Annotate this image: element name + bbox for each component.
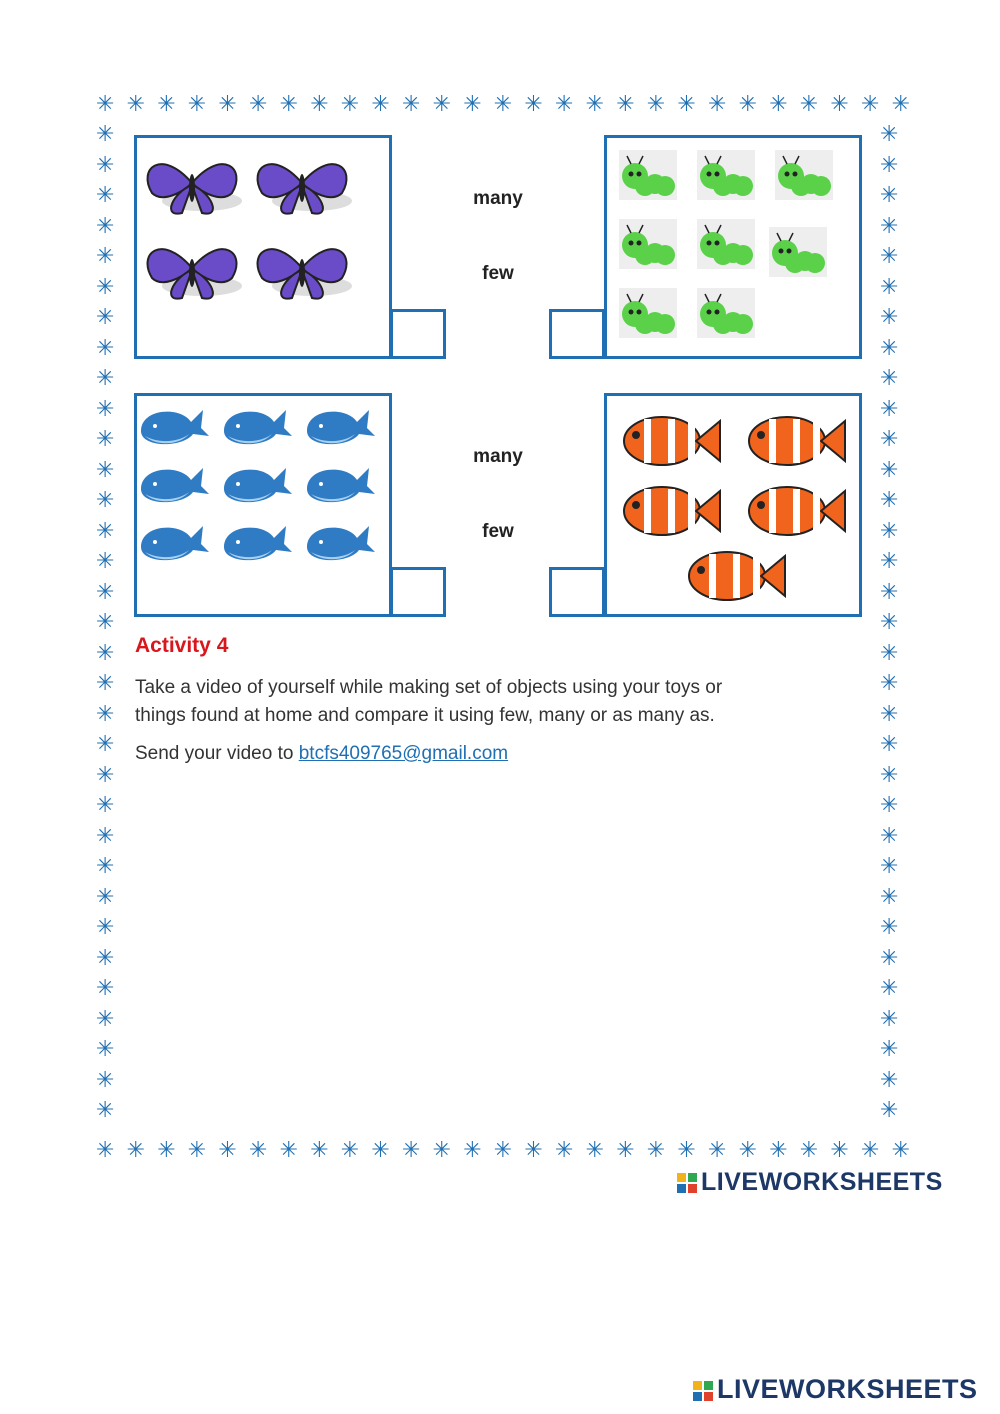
snowflake-icon: ✳: [96, 884, 115, 910]
snowflake-icon: ✳: [880, 457, 899, 483]
clownfish-icon: [624, 417, 720, 465]
snowflake-icon: ✳: [402, 92, 421, 117]
snowflake-icon: ✳: [96, 396, 115, 422]
word-few-2: few: [482, 521, 514, 542]
butterfly-picture-box: [134, 135, 392, 359]
word-many-1: many: [473, 188, 523, 209]
snowflake-icon: ✳: [96, 152, 115, 178]
snowflake-icon: ✳: [880, 122, 899, 147]
snowflake-icon: ✳: [279, 92, 299, 117]
answer-box-whales[interactable]: [390, 567, 446, 617]
snowflake-icon: ✳: [96, 305, 115, 330]
word-few-1: few: [482, 263, 514, 284]
snowflake-icon: ✳: [310, 92, 329, 117]
snowflake-icon: ✳: [96, 945, 115, 971]
liveworksheets-logo-icon: [692, 1380, 714, 1402]
snowflake-icon: ✳: [880, 854, 899, 879]
snowflake-icon: ✳: [96, 854, 115, 879]
whale-icon: [307, 526, 375, 560]
snowflake-icon: ✳: [880, 610, 899, 635]
snowflake-icon: ✳: [880, 305, 899, 330]
snowflake-icon: ✳: [891, 92, 911, 117]
snowflake-icon: ✳: [524, 92, 543, 117]
snowflake-icon: ✳: [585, 92, 605, 117]
snowflake-icon: ✳: [157, 1138, 176, 1163]
caterpillar-icon: [697, 288, 755, 338]
snowflake-icon: ✳: [891, 1138, 911, 1163]
snowflake-icon: ✳: [555, 92, 574, 117]
snowflake-icon: ✳: [585, 1138, 605, 1163]
caterpillar-images: [607, 138, 859, 356]
snowflake-icon: ✳: [493, 1138, 513, 1163]
snowflake-icon: ✳: [96, 915, 115, 940]
snowflake-icon: ✳: [96, 732, 115, 757]
snowflake-icon: ✳: [96, 701, 115, 727]
snowflake-icon: ✳: [279, 1138, 299, 1163]
snowflake-icon: ✳: [799, 1138, 819, 1163]
brand-name-top: LIVEWORKSHEETS: [701, 1168, 943, 1196]
snowflake-icon: ✳: [340, 1138, 360, 1163]
brand-logo-bottom: [692, 1374, 978, 1405]
snowflake-icon: ✳: [880, 274, 899, 300]
snowflake-icon: ✳: [96, 122, 115, 147]
snowflake-icon: ✳: [880, 549, 899, 574]
whale-icon: [224, 526, 292, 560]
snowflake-icon: ✳: [96, 213, 115, 239]
snowflake-icon: ✳: [340, 92, 360, 117]
snowflake-icon: ✳: [708, 1138, 727, 1163]
caterpillar-icon: [769, 227, 827, 277]
snowflake-icon: ✳: [880, 427, 899, 452]
snowflake-icon: ✳: [677, 1138, 696, 1163]
snowflake-icon: ✳: [96, 183, 115, 208]
snowflake-icon: ✳: [524, 1138, 543, 1163]
liveworksheets-logo-icon: [676, 1172, 698, 1194]
snowflake-icon: ✳: [738, 92, 758, 117]
snowflake-icon: ✳: [96, 274, 115, 300]
snowflake-icon: ✳: [880, 640, 899, 666]
snowflake-icon: ✳: [708, 92, 727, 117]
snowflake-icon: ✳: [310, 1138, 329, 1163]
snowflake-icon: ✳: [880, 976, 899, 1001]
snowflake-icon: ✳: [218, 92, 237, 117]
snowflake-icon: ✳: [96, 335, 115, 361]
snowflake-icon: ✳: [371, 1138, 390, 1163]
snowflake-icon: ✳: [493, 92, 513, 117]
activity-instruction-line2: things found at home and compare it using few, many or as many as.: [135, 705, 715, 726]
snowflake-icon: ✳: [880, 671, 899, 696]
snowflake-icon: ✳: [880, 488, 899, 513]
snowflake-icon: ✳: [96, 793, 115, 818]
caterpillar-icon: [697, 150, 755, 200]
snowflake-icon: ✳: [769, 92, 788, 117]
snowflake-icon: ✳: [830, 1138, 849, 1163]
snowflake-icon: ✳: [96, 1006, 115, 1032]
snowflake-icon: ✳: [880, 1006, 899, 1032]
snowflake-icon: ✳: [646, 1138, 666, 1163]
snowflake-icon: ✳: [646, 92, 666, 117]
snowflake-icon: ✳: [96, 366, 115, 391]
snowflake-icon: ✳: [432, 92, 452, 117]
snowflake-icon: ✳: [96, 610, 115, 635]
snowflake-icon: ✳: [677, 92, 696, 117]
clownfish-icon: [749, 487, 845, 535]
snowflake-icon: ✳: [880, 1098, 899, 1123]
snowflake-icon: ✳: [96, 671, 115, 696]
whale-icon: [307, 410, 375, 444]
caterpillar-icon: [619, 288, 677, 338]
snowflake-icon: ✳: [371, 92, 390, 117]
whale-icon: [141, 410, 209, 444]
whale-icon: [141, 526, 209, 560]
snowflake-icon: ✳: [96, 976, 115, 1001]
snowflake-icon: ✳: [96, 488, 115, 513]
snowflake-icon: ✳: [830, 92, 849, 117]
snowflake-icon: ✳: [880, 701, 899, 727]
snowflake-icon: ✳: [880, 579, 899, 605]
snowflake-icon: ✳: [463, 1138, 482, 1163]
snowflake-icon: ✳: [880, 396, 899, 422]
snowflake-icon: ✳: [880, 335, 899, 361]
clownfish-icon: [689, 552, 785, 600]
answer-box-butterflies[interactable]: [390, 309, 446, 359]
snowflake-icon: ✳: [96, 518, 115, 544]
snowflake-icon: ✳: [880, 793, 899, 818]
snowflake-icon: ✳: [249, 92, 268, 117]
snowflake-icon: ✳: [880, 213, 899, 239]
butterfly-icon: [148, 249, 242, 298]
send-video-line: [135, 740, 508, 768]
caterpillar-icon: [697, 219, 755, 269]
whale-icon: [224, 410, 292, 444]
snowflake-icon: ✳: [880, 915, 899, 940]
snowflake-icon: ✳: [880, 732, 899, 757]
snowflake-icon: ✳: [96, 549, 115, 574]
brand-logo-top: [676, 1168, 943, 1197]
snowflake-icon: ✳: [126, 92, 146, 117]
snowflake-icon: ✳: [402, 1138, 421, 1163]
whale-icon: [307, 468, 375, 502]
answer-box-clownfish[interactable]: [549, 567, 605, 617]
snowflake-icon: ✳: [555, 1138, 574, 1163]
snowflake-icon: ✳: [861, 92, 880, 117]
snowflake-icon: ✳: [880, 1037, 899, 1062]
snowflake-icon: ✳: [96, 427, 115, 452]
snowflake-icon: ✳: [880, 884, 899, 910]
word-many-2: many: [473, 446, 523, 467]
snowflake-icon: ✳: [880, 183, 899, 208]
snowflake-icon: ✳: [861, 1138, 880, 1163]
whale-icon: [224, 468, 292, 502]
snowflake-icon: ✳: [880, 152, 899, 178]
butterfly-images: [137, 138, 389, 356]
clownfish-icon: [624, 487, 720, 535]
snowflake-icon: ✳: [96, 457, 115, 483]
snowflake-icon: ✳: [880, 366, 899, 391]
snowflake-icon: ✳: [249, 1138, 268, 1163]
snowflake-icon: ✳: [96, 1098, 115, 1123]
snowflake-icon: ✳: [880, 244, 899, 269]
clownfish-icon: [749, 417, 845, 465]
snowflake-icon: ✳: [96, 92, 115, 117]
snowflake-icon: ✳: [218, 1138, 237, 1163]
snowflake-icon: ✳: [880, 945, 899, 971]
caterpillar-picture-box: [604, 135, 862, 359]
brand-name-bottom: LIVEWORKSHEETS: [717, 1374, 978, 1404]
butterfly-icon: [148, 164, 242, 213]
snowflake-icon: ✳: [769, 1138, 788, 1163]
butterfly-icon: [258, 164, 352, 213]
snowflake-icon: ✳: [616, 92, 635, 117]
activity-title: Activity 4: [135, 634, 229, 657]
answer-box-caterpillars[interactable]: [549, 309, 605, 359]
snowflake-icon: ✳: [96, 579, 115, 605]
email-link[interactable]: btcfs409765@gmail.com: [298, 743, 509, 764]
snowflake-icon: ✳: [880, 762, 899, 788]
butterfly-icon: [258, 249, 352, 298]
snowflake-icon: ✳: [880, 823, 899, 849]
snowflake-icon: ✳: [799, 92, 819, 117]
snowflake-icon: ✳: [96, 762, 115, 788]
snowflake-icon: ✳: [96, 1067, 115, 1093]
clownfish-picture-box: [604, 393, 862, 617]
snowflake-icon: ✳: [96, 1037, 115, 1062]
snowflake-icon: ✳: [463, 92, 482, 117]
snowflake-icon: ✳: [616, 1138, 635, 1163]
whale-picture-box: [134, 393, 392, 617]
whale-icon: [141, 468, 209, 502]
clownfish-images: [607, 396, 859, 614]
snowflake-icon: ✳: [187, 1138, 207, 1163]
snowflake-icon: ✳: [880, 1067, 899, 1093]
caterpillar-icon: [619, 150, 677, 200]
send-video-text: Send your video to: [135, 743, 299, 764]
snowflake-icon: ✳: [157, 92, 176, 117]
snowflake-icon: ✳: [880, 518, 899, 544]
snowflake-icon: ✳: [738, 1138, 758, 1163]
snowflake-icon: ✳: [96, 244, 115, 269]
snowflake-icon: ✳: [432, 1138, 452, 1163]
snowflake-icon: ✳: [126, 1138, 146, 1163]
caterpillar-icon: [775, 150, 833, 200]
whale-images: [137, 396, 389, 614]
caterpillar-icon: [619, 219, 677, 269]
snowflake-icon: ✳: [96, 1138, 115, 1163]
snowflake-icon: ✳: [96, 640, 115, 666]
snowflake-icon: ✳: [96, 823, 115, 849]
snowflake-icon: ✳: [187, 92, 207, 117]
activity-instruction-line1: Take a video of yourself while making set of objects using your toys or: [135, 677, 723, 698]
